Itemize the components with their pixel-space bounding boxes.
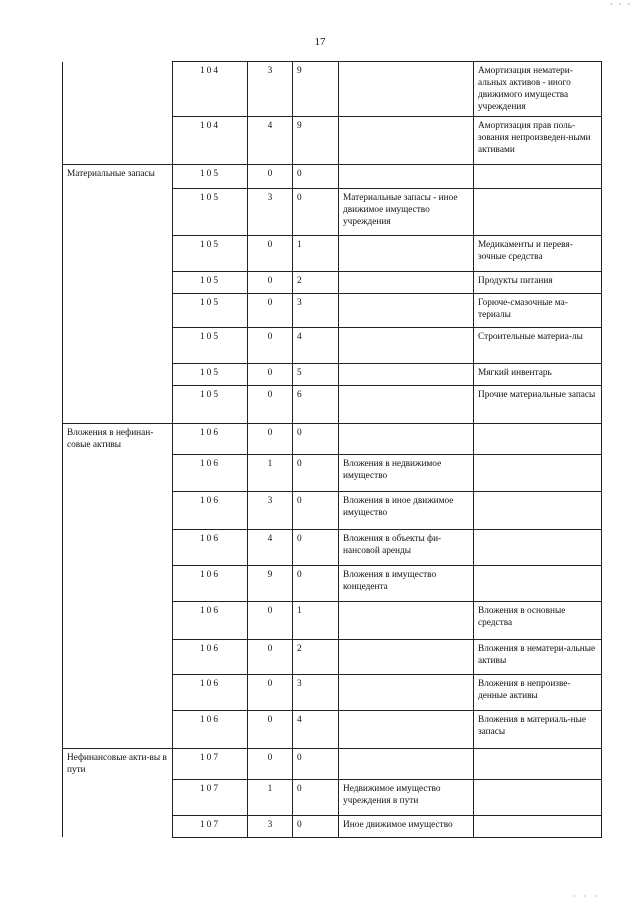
sub-code-cell: 2 bbox=[293, 639, 339, 674]
account-article-cell: Вложения в основные средства bbox=[474, 601, 602, 639]
group-description-cell bbox=[339, 639, 474, 674]
sub-code-cell: 1 bbox=[293, 601, 339, 639]
group-description-cell bbox=[339, 236, 474, 272]
table-row bbox=[63, 424, 602, 455]
table-row bbox=[63, 165, 602, 189]
analytic-code-cell: 0 bbox=[248, 328, 293, 364]
analytic-code-cell: 0 bbox=[248, 165, 293, 189]
group-description-cell bbox=[339, 165, 474, 189]
analytic-code-cell: 0 bbox=[248, 748, 293, 779]
group-description-cell bbox=[339, 294, 474, 328]
account-article-cell: Горюче-смазочные ма-териалы bbox=[474, 294, 602, 328]
synthetic-code-cell: 107 bbox=[173, 815, 248, 837]
synthetic-code-cell: 106 bbox=[173, 454, 248, 491]
synthetic-code-cell: 106 bbox=[173, 491, 248, 529]
synthetic-code-cell: 105 bbox=[173, 236, 248, 272]
group-description-cell bbox=[339, 328, 474, 364]
account-name-cell bbox=[63, 272, 173, 294]
analytic-code-cell: 3 bbox=[248, 815, 293, 837]
account-name-cell bbox=[63, 364, 173, 386]
table-row bbox=[63, 386, 602, 424]
analytic-code-cell: 0 bbox=[248, 674, 293, 710]
account-name-cell bbox=[63, 815, 173, 837]
account-name-cell bbox=[63, 328, 173, 364]
analytic-code-cell: 1 bbox=[248, 779, 293, 815]
group-description-cell bbox=[339, 272, 474, 294]
group-description-cell bbox=[339, 424, 474, 455]
analytic-code-cell: 0 bbox=[248, 294, 293, 328]
table-row bbox=[63, 62, 602, 117]
account-article-cell bbox=[474, 424, 602, 455]
account-article-cell bbox=[474, 165, 602, 189]
table-row bbox=[63, 117, 602, 165]
synthetic-code-cell: 106 bbox=[173, 639, 248, 674]
analytic-code-cell: 3 bbox=[248, 62, 293, 117]
account-name-cell bbox=[63, 710, 173, 748]
synthetic-code-cell: 106 bbox=[173, 674, 248, 710]
group-description-cell: Вложения в объекты фи-нансовой аренды bbox=[339, 529, 474, 565]
account-name-cell bbox=[63, 236, 173, 272]
table-row bbox=[63, 815, 602, 837]
table-row bbox=[63, 189, 602, 236]
account-name-cell bbox=[63, 386, 173, 424]
account-article-cell: Вложения в непроизве-денные активы bbox=[474, 674, 602, 710]
group-description-cell bbox=[339, 386, 474, 424]
account-article-cell bbox=[474, 815, 602, 837]
account-name-cell bbox=[63, 294, 173, 328]
table-row bbox=[63, 601, 602, 639]
corner-mark: · · · bbox=[610, 0, 632, 9]
analytic-code-cell: 1 bbox=[248, 454, 293, 491]
group-description-cell bbox=[339, 601, 474, 639]
chart-of-accounts-table bbox=[62, 61, 602, 838]
table-row bbox=[63, 529, 602, 565]
analytic-code-cell: 0 bbox=[248, 424, 293, 455]
account-name-cell bbox=[63, 529, 173, 565]
synthetic-code-cell: 106 bbox=[173, 424, 248, 455]
account-article-cell bbox=[474, 529, 602, 565]
group-description-cell bbox=[339, 364, 474, 386]
account-name-cell: Вложения в нефинан-совые активы bbox=[63, 424, 173, 455]
sub-code-cell: 3 bbox=[293, 674, 339, 710]
sub-code-cell: 1 bbox=[293, 236, 339, 272]
group-description-cell bbox=[339, 748, 474, 779]
sub-code-cell: 4 bbox=[293, 328, 339, 364]
table-row bbox=[63, 272, 602, 294]
synthetic-code-cell: 105 bbox=[173, 189, 248, 236]
sub-code-cell: 0 bbox=[293, 815, 339, 837]
table-row bbox=[63, 748, 602, 779]
synthetic-code-cell: 105 bbox=[173, 364, 248, 386]
sub-code-cell: 2 bbox=[293, 272, 339, 294]
account-article-cell: Прочие материальные запасы bbox=[474, 386, 602, 424]
account-name-cell bbox=[63, 779, 173, 815]
analytic-code-cell: 4 bbox=[248, 529, 293, 565]
group-description-cell bbox=[339, 117, 474, 165]
account-name-cell bbox=[63, 491, 173, 529]
account-article-cell bbox=[474, 779, 602, 815]
account-name-cell: Нефинансовые акти-вы в пути bbox=[63, 748, 173, 779]
table-row bbox=[63, 639, 602, 674]
account-article-cell bbox=[474, 454, 602, 491]
sub-code-cell: 5 bbox=[293, 364, 339, 386]
account-article-cell: Амортизация нематери-альных активов - иного движимого имущества учреждения bbox=[474, 62, 602, 117]
synthetic-code-cell: 105 bbox=[173, 294, 248, 328]
sub-code-cell: 9 bbox=[293, 117, 339, 165]
account-name-cell bbox=[63, 62, 173, 117]
page-number: 17 bbox=[314, 36, 326, 48]
analytic-code-cell: 3 bbox=[248, 491, 293, 529]
account-article-cell: Продукты питания bbox=[474, 272, 602, 294]
synthetic-code-cell: 106 bbox=[173, 529, 248, 565]
table-row bbox=[63, 454, 602, 491]
account-name-cell bbox=[63, 189, 173, 236]
account-article-cell bbox=[474, 748, 602, 779]
table-row bbox=[63, 328, 602, 364]
group-description-cell: Вложения в недвижимое имущество bbox=[339, 454, 474, 491]
synthetic-code-cell: 104 bbox=[173, 62, 248, 117]
sub-code-cell: 9 bbox=[293, 62, 339, 117]
sub-code-cell: 0 bbox=[293, 424, 339, 455]
synthetic-code-cell: 105 bbox=[173, 165, 248, 189]
table-row bbox=[63, 364, 602, 386]
synthetic-code-cell: 105 bbox=[173, 272, 248, 294]
group-description-cell: Недвижимое имущество учреждения в пути bbox=[339, 779, 474, 815]
analytic-code-cell: 0 bbox=[248, 710, 293, 748]
account-article-cell: Строительные материа-лы bbox=[474, 328, 602, 364]
sub-code-cell: 0 bbox=[293, 165, 339, 189]
account-name-cell bbox=[63, 117, 173, 165]
group-description-cell: Вложения в имущество концедента bbox=[339, 565, 474, 601]
account-article-cell: Амортизация прав поль-зования непроизведен-ными активами bbox=[474, 117, 602, 165]
corner-mark: · · · bbox=[573, 892, 600, 901]
analytic-code-cell: 0 bbox=[248, 364, 293, 386]
analytic-code-cell: 0 bbox=[248, 601, 293, 639]
synthetic-code-cell: 106 bbox=[173, 565, 248, 601]
table-row bbox=[63, 491, 602, 529]
sub-code-cell: 6 bbox=[293, 386, 339, 424]
analytic-code-cell: 9 bbox=[248, 565, 293, 601]
account-article-cell: Вложения в нематери-альные активы bbox=[474, 639, 602, 674]
sub-code-cell: 0 bbox=[293, 491, 339, 529]
sub-code-cell: 4 bbox=[293, 710, 339, 748]
account-name-cell bbox=[63, 601, 173, 639]
account-article-cell bbox=[474, 189, 602, 236]
account-article-cell bbox=[474, 491, 602, 529]
sub-code-cell: 3 bbox=[293, 294, 339, 328]
synthetic-code-cell: 105 bbox=[173, 386, 248, 424]
account-article-cell: Вложения в материаль-ные запасы bbox=[474, 710, 602, 748]
account-article-cell bbox=[474, 565, 602, 601]
sub-code-cell: 0 bbox=[293, 529, 339, 565]
analytic-code-cell: 0 bbox=[248, 272, 293, 294]
account-name-cell bbox=[63, 639, 173, 674]
group-description-cell: Иное движимое имущество bbox=[339, 815, 474, 837]
synthetic-code-cell: 106 bbox=[173, 601, 248, 639]
synthetic-code-cell: 106 bbox=[173, 710, 248, 748]
analytic-code-cell: 4 bbox=[248, 117, 293, 165]
account-name-cell bbox=[63, 565, 173, 601]
account-article-cell: Мягкий инвентарь bbox=[474, 364, 602, 386]
analytic-code-cell: 3 bbox=[248, 189, 293, 236]
group-description-cell bbox=[339, 674, 474, 710]
group-description-cell bbox=[339, 62, 474, 117]
group-description-cell bbox=[339, 710, 474, 748]
analytic-code-cell: 0 bbox=[248, 236, 293, 272]
synthetic-code-cell: 104 bbox=[173, 117, 248, 165]
table-row bbox=[63, 294, 602, 328]
synthetic-code-cell: 107 bbox=[173, 748, 248, 779]
table-row bbox=[63, 565, 602, 601]
sub-code-cell: 0 bbox=[293, 454, 339, 491]
table-row bbox=[63, 710, 602, 748]
sub-code-cell: 0 bbox=[293, 779, 339, 815]
sub-code-cell: 0 bbox=[293, 189, 339, 236]
sub-code-cell: 0 bbox=[293, 748, 339, 779]
analytic-code-cell: 0 bbox=[248, 639, 293, 674]
analytic-code-cell: 0 bbox=[248, 386, 293, 424]
account-name-cell bbox=[63, 454, 173, 491]
account-name-cell bbox=[63, 674, 173, 710]
account-name-cell: Материальные запасы bbox=[63, 165, 173, 189]
group-description-cell: Материальные запасы - иное движимое имущество учреждения bbox=[339, 189, 474, 236]
table-row bbox=[63, 779, 602, 815]
group-description-cell: Вложения в иное движимое имущество bbox=[339, 491, 474, 529]
synthetic-code-cell: 105 bbox=[173, 328, 248, 364]
sub-code-cell: 0 bbox=[293, 565, 339, 601]
account-article-cell: Медикаменты и перевя-зочные средства bbox=[474, 236, 602, 272]
synthetic-code-cell: 107 bbox=[173, 779, 248, 815]
table-row bbox=[63, 674, 602, 710]
table-row bbox=[63, 236, 602, 272]
